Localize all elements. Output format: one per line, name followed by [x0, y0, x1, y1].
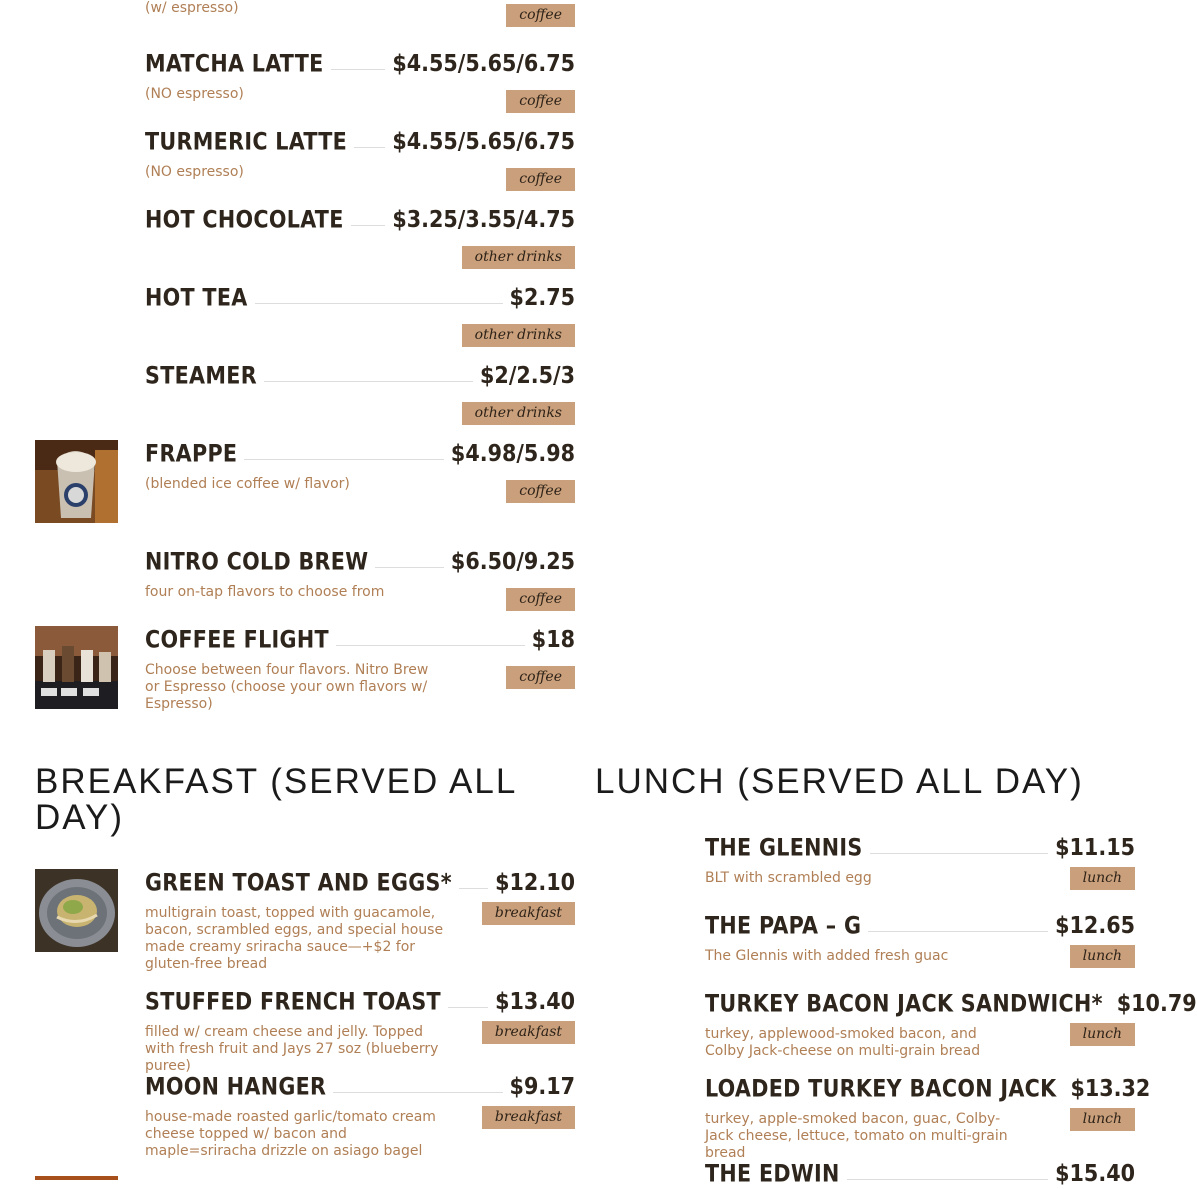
item-name: THE EDWIN — [705, 1160, 840, 1188]
category-tag[interactable]: coffee — [506, 90, 575, 113]
menu-item-coffee-flight — [145, 622, 575, 712]
leader-line — [333, 1091, 502, 1093]
item-description: (blended ice coffee w/ flavor) — [145, 476, 350, 492]
category-tag[interactable]: other drinks — [462, 402, 575, 425]
item-name: LOADED TURKEY BACON JACK — [705, 1075, 1057, 1103]
menu-item-espresso-drink — [145, 0, 575, 40]
category-tag[interactable]: coffee — [506, 480, 575, 503]
item-name: NITRO COLD BREW — [145, 548, 369, 576]
item-price: $2/2.5/3 — [480, 363, 575, 389]
leader-line — [870, 852, 1049, 854]
item-price: $3.25/3.55/4.75 — [392, 207, 575, 233]
item-price: $4.98/5.98 — [450, 441, 575, 467]
item-price: $4.55/5.65/6.75 — [392, 129, 575, 155]
green-toast-photo[interactable] — [35, 869, 118, 952]
menu-item-loaded-turkey-bacon-jack — [705, 1071, 1151, 1161]
item-price: $13.40 — [495, 989, 575, 1015]
item-name: MATCHA LATTE — [145, 50, 324, 78]
category-tag[interactable]: breakfast — [482, 1021, 575, 1044]
menu-item-hot-tea — [145, 280, 575, 350]
item-description: house-made roasted garlic/tomato cream cheese topped w/ bacon and maple=sriracha drizzle on asiago bagel — [145, 1109, 436, 1159]
item-description: (w/ espresso) — [145, 0, 239, 16]
leader-line — [244, 458, 444, 460]
menu-item-steamer — [145, 358, 575, 428]
item-price: $13.32 — [1070, 1076, 1151, 1102]
item-description: filled w/ cream cheese and jelly. Topped with fresh fruit and Jays 27 soz (blueberry puree) — [145, 1024, 439, 1074]
item-name: STUFFED FRENCH TOAST — [145, 988, 441, 1016]
lunch-heading: LUNCH (SERVED ALL DAY) — [595, 762, 1084, 801]
frappe-photo[interactable] — [35, 440, 118, 523]
category-tag[interactable]: lunch — [1070, 945, 1135, 968]
menu-item-the-edwin — [705, 1156, 1135, 1188]
leader-line — [448, 1006, 488, 1008]
menu-item-frappe — [145, 436, 575, 506]
coffee-flight-photo[interactable] — [35, 626, 118, 709]
menu-item-green-toast-and-eggs — [145, 865, 575, 975]
menu-item-stuffed-french-toast — [145, 984, 575, 1074]
item-price: $4.55/5.65/6.75 — [392, 51, 575, 77]
item-name: THE PAPA – G — [705, 912, 862, 940]
item-price: $12.10 — [495, 870, 575, 896]
menu-item-hot-chocolate — [145, 202, 575, 272]
leader-line — [868, 930, 1048, 932]
item-name: TURKEY BACON JACK SANDWICH* — [705, 990, 1103, 1018]
item-name: HOT CHOCOLATE — [145, 206, 344, 234]
category-tag[interactable]: coffee — [506, 4, 575, 27]
item-name: THE GLENNIS — [705, 834, 863, 862]
item-name: HOT TEA — [145, 284, 248, 312]
leader-line — [255, 302, 503, 304]
category-tag[interactable]: coffee — [506, 588, 575, 611]
leader-line — [264, 380, 473, 382]
leader-line — [847, 1178, 1049, 1180]
item-description: (NO espresso) — [145, 86, 244, 102]
category-tag[interactable]: other drinks — [462, 324, 575, 347]
item-description: BLT with scrambled egg — [705, 870, 872, 886]
item-description: turkey, applewood-smoked bacon, and Colby Jack-cheese on multi-grain bread — [705, 1026, 981, 1059]
item-name: FRAPPE — [145, 440, 238, 468]
category-tag[interactable]: other drinks — [462, 246, 575, 269]
item-description: multigrain toast, topped with guacamole, bacon, scrambled eggs, and special house made creamy sriracha sauce—+$2 for gluten-free bread — [145, 905, 444, 972]
menu-item-matcha-latte — [145, 46, 575, 116]
next-item-photo[interactable] — [35, 1176, 118, 1180]
item-price: $10.79 — [1116, 991, 1197, 1017]
leader-line — [375, 566, 444, 568]
category-tag[interactable]: coffee — [506, 666, 575, 689]
category-tag[interactable]: lunch — [1070, 1108, 1135, 1131]
category-tag[interactable]: breakfast — [482, 1106, 575, 1129]
item-price: $6.50/9.25 — [450, 549, 575, 575]
leader-line — [331, 68, 386, 70]
menu-item-the-papa-g — [705, 908, 1135, 978]
item-name: GREEN TOAST AND EGGS* — [145, 869, 452, 897]
category-tag[interactable]: coffee — [506, 168, 575, 191]
item-description: four on-tap flavors to choose from — [145, 584, 385, 600]
item-description: turkey, apple-smoked bacon, guac, Colby-Jack cheese, lettuce, tomato on multi-grain bread — [705, 1111, 1008, 1161]
menu-item-turmeric-latte — [145, 124, 575, 194]
item-price: $2.75 — [509, 285, 575, 311]
item-description: Choose between four flavors. Nitro Brew or Espresso (choose your own flavors w/ Espresso) — [145, 662, 429, 712]
menu-item-moon-hanger — [145, 1069, 575, 1164]
item-price: $12.65 — [1055, 913, 1135, 939]
item-price: $18 — [531, 627, 575, 653]
menu-item-the-glennis — [705, 830, 1135, 900]
item-description: The Glennis with added fresh guac — [705, 948, 949, 964]
category-tag[interactable]: lunch — [1070, 867, 1135, 890]
item-price: $9.17 — [509, 1074, 575, 1100]
breakfast-heading: BREAKFAST (SERVED ALL DAY) — [35, 762, 516, 837]
menu-item-nitro-cold-brew — [145, 544, 575, 614]
leader-line — [351, 224, 386, 226]
item-price: $15.40 — [1055, 1161, 1135, 1187]
leader-line — [459, 887, 488, 889]
item-description: (NO espresso) — [145, 164, 244, 180]
item-name: MOON HANGER — [145, 1073, 327, 1101]
leader-line — [354, 146, 385, 148]
category-tag[interactable]: lunch — [1070, 1023, 1135, 1046]
menu-item-turkey-bacon-jack-sandwich — [705, 986, 1197, 1066]
item-name: STEAMER — [145, 362, 257, 390]
leader-line — [336, 644, 525, 646]
item-name: COFFEE FLIGHT — [145, 626, 329, 654]
category-tag[interactable]: breakfast — [482, 902, 575, 925]
item-name: TURMERIC LATTE — [145, 128, 348, 156]
item-price: $11.15 — [1055, 835, 1135, 861]
